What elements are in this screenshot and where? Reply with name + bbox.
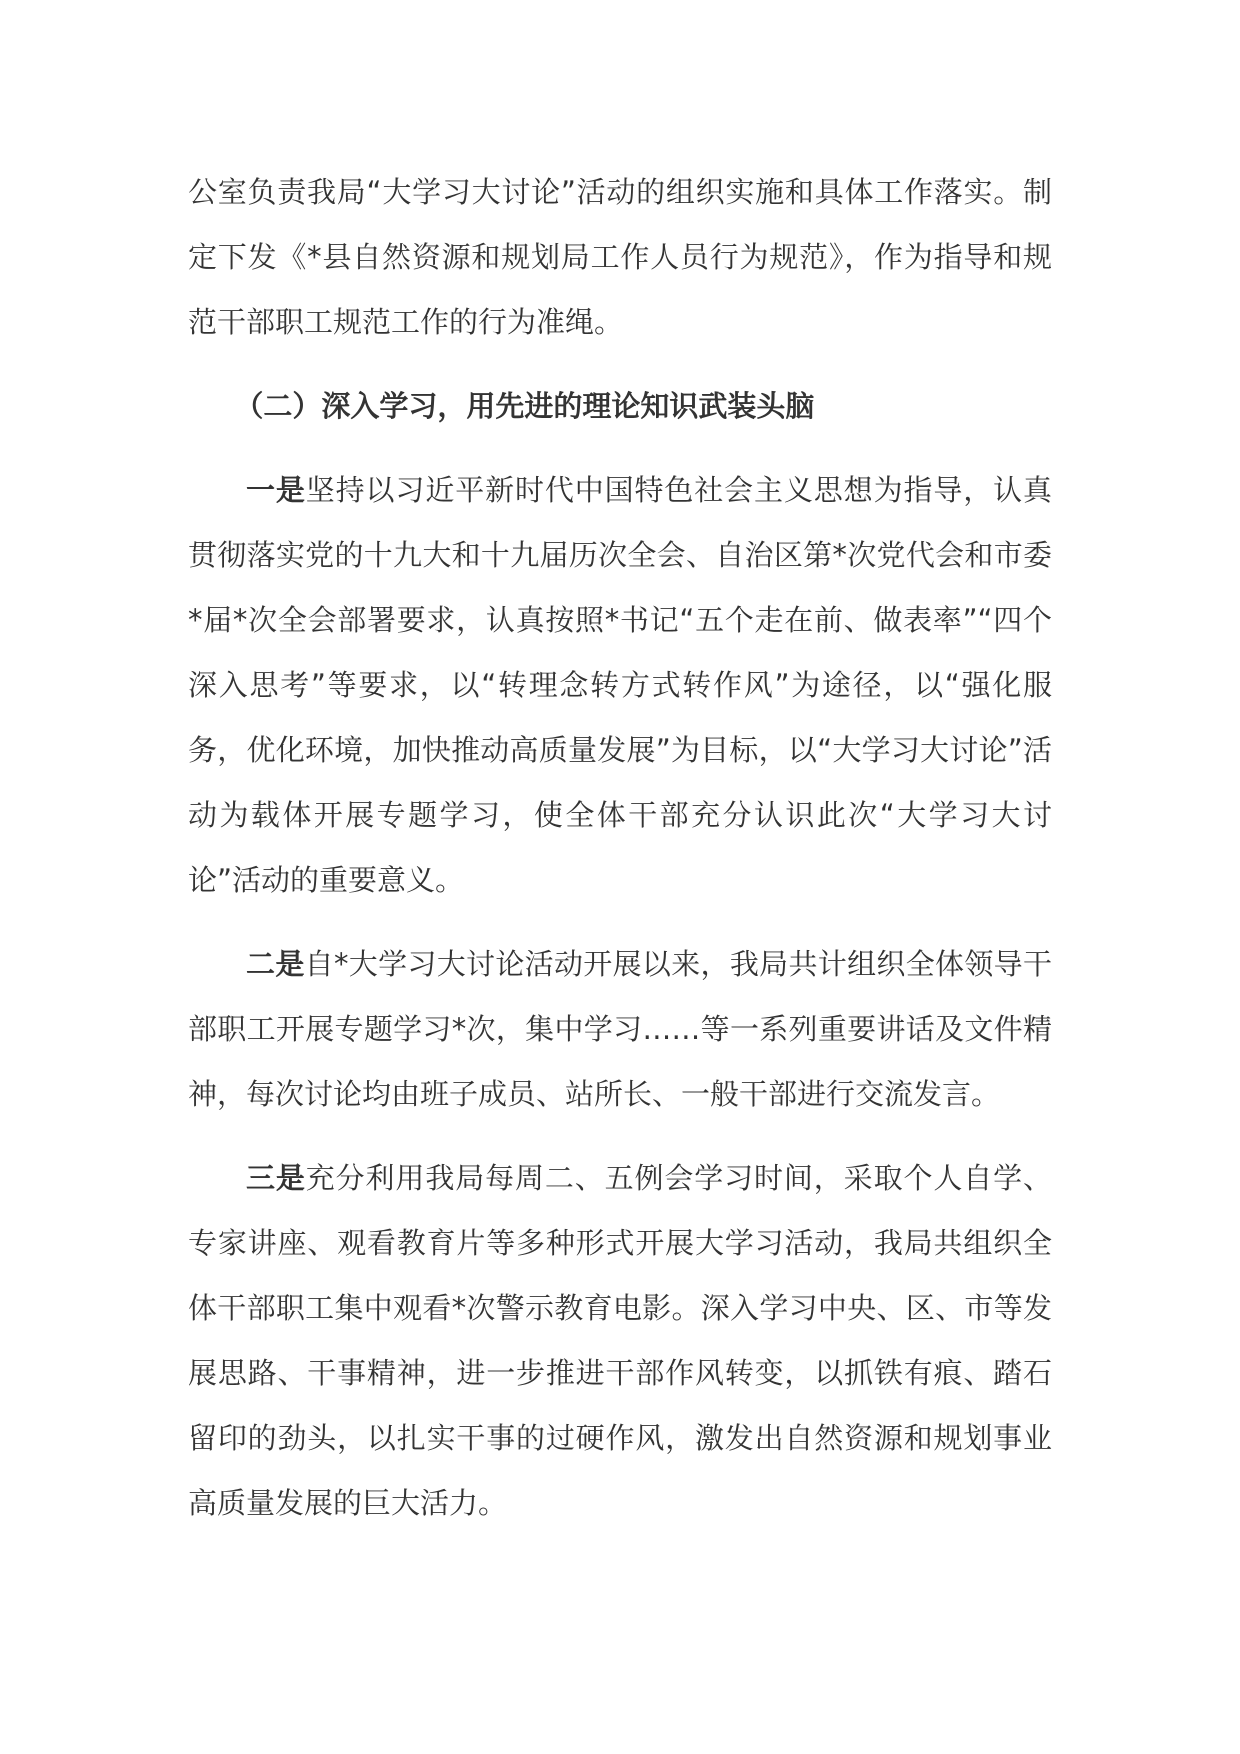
paragraph-two: [188, 932, 1052, 1127]
paragraph-one-text: 坚持以习近平新时代中国特色社会主义思想为指导，认真贯彻落实党的十九大和十九届历次全会、自治区第*次党代会和市委*届*次全会部署要求，认真按照*书记“五个走在前、做表率”“四个深入思考”等要求，以“转理念转方式转作风”为途径，以“强化服务，优化环境，加快推动高质量发展”为目标，以“大学习大讨论”活动为载体开展专题学习，使全体干部充分认识此次“大学习大讨论”活动的重要意义。: [188, 473, 1052, 897]
paragraph-one: [188, 458, 1052, 913]
paragraph-three: [188, 1146, 1052, 1536]
paragraph-three-lead: 三是: [246, 1161, 306, 1195]
document-body: [188, 160, 1052, 1536]
paragraph-two-lead: 二是: [246, 947, 305, 981]
intro-paragraph: 公室负责我局“大学习大讨论”活动的组织实施和具体工作落实。制定下发《*县自然资源和规划局工作人员行为规范》，作为指导和规范干部职工规范工作的行为准绳。: [188, 175, 1052, 339]
paragraph-one-lead: 一是: [246, 473, 306, 507]
section-heading: （二）深入学习，用先进的理论知识武装头脑: [234, 389, 815, 423]
paragraph-three-text: 充分利用我局每周二、五例会学习时间，采取个人自学、专家讲座、观看教育片等多种形式开展大学习活动，我局共组织全体干部职工集中观看*次警示教育电影。深入学习中央、区、市等发展思路、干事精神，进一步推进干部作风转变，以抓铁有痕、踏石留印的劲头，以扎实干事的过硬作风，激发出自然资源和规划事业高质量发展的巨大活力。: [188, 1161, 1052, 1520]
paragraph-two-text: 自*大学习大讨论活动开展以来，我局共计组织全体领导干部职工开展专题学习*次，集中学习……等一系列重要讲话及文件精神，每次讨论均由班子成员、站所长、一般干部进行交流发言。: [188, 947, 1052, 1111]
